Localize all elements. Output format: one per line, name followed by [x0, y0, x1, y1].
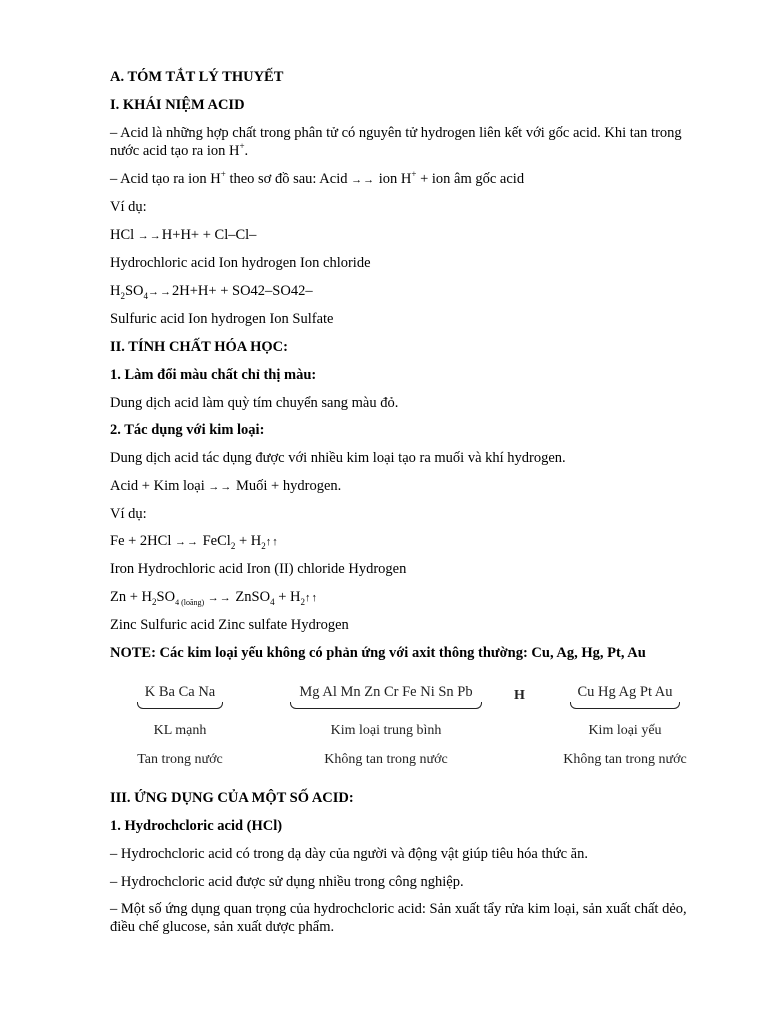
application-1-text-a: – Hydrochcloric acid có trong dạ dày của người và động vật giúp tiêu hóa thức ăn.: [110, 846, 588, 862]
up-arrow-icon: ↑↑: [304, 592, 318, 604]
text: Muối + hydrogen.: [232, 478, 342, 494]
medium-metals: Mg Al Mn Zn Cr Fe Ni Sn Pb: [299, 684, 473, 700]
acid-definition-2: [110, 170, 698, 189]
text: HCl: [110, 227, 138, 243]
application-1-title: 1. Hydrochcloric acid (HCl): [110, 818, 283, 834]
subscript: 4 (loãng): [175, 597, 205, 607]
text: Fe + 2HCl: [110, 533, 175, 549]
medium-metals-group: [286, 684, 486, 768]
text: Zn + H: [110, 589, 153, 605]
text: ZnSO: [231, 589, 271, 605]
text: 2H+H+ + SO42–SO42–: [172, 283, 313, 299]
property-2-title: 2. Tác dụng với kim loại:: [110, 422, 265, 438]
medium-solubility-label: Không tan trong nước: [324, 752, 448, 767]
superscript: +: [411, 169, 417, 180]
equation-zn-names: Zinc Sulfuric acid Zinc sulfate Hydrogen: [110, 617, 349, 633]
subscript: 2: [152, 596, 157, 607]
superscript: +: [220, 169, 226, 180]
strong-solubility-label: Tan trong nước: [137, 752, 223, 767]
up-arrow-icon: ↑↑: [265, 536, 279, 548]
brace: [290, 702, 482, 709]
weak-class-label: Kim loại yếu: [588, 723, 662, 738]
section-2-heading: II. TÍNH CHẤT HÓA HỌC:: [110, 339, 288, 355]
brace: [570, 702, 680, 709]
equation-hcl: [110, 226, 698, 245]
text: + H: [235, 533, 262, 549]
brace: [137, 702, 223, 709]
property-1-title: 1. Làm đổi màu chất chỉ thị màu:: [110, 367, 317, 383]
subscript: 2: [300, 596, 305, 607]
property-1-text: Dung dịch acid làm quỳ tím chuyển sang màu đỏ.: [110, 395, 399, 411]
hydrogen-marker: H: [514, 688, 525, 703]
equation-h2so4-names: Sulfuric acid Ion hydrogen Ion Sulfate: [110, 311, 334, 327]
section-a-heading: A. TÓM TẮT LÝ THUYẾT: [110, 69, 284, 85]
weak-metals: Cu Hg Ag Pt Au: [577, 684, 673, 700]
property-2-text: Dung dịch acid tác dụng được với nhiều kim loại tạo ra muối và khí hydrogen.: [110, 450, 566, 466]
subscript: 2: [230, 540, 236, 551]
strong-metals: K Ba Ca Na: [144, 684, 216, 700]
property-2-equation: [110, 477, 698, 496]
example-label-2: Ví dụ:: [110, 506, 147, 522]
acid-definition-text: – Acid là những hợp chất trong phân tử có nguyên tử hydrogen liên kết với gốc acid. Khi tan trong nước acid tạo ra ion H: [110, 125, 682, 159]
application-1-text-b: – Hydrochcloric acid được sử dụng nhiều trong công nghiệp.: [110, 874, 464, 890]
strong-metals-group: [128, 684, 232, 768]
text: FeCl: [198, 533, 231, 549]
medium-class-label: Kim loại trung bình: [330, 723, 442, 738]
period: .: [244, 143, 249, 159]
text: ion H: [375, 171, 412, 187]
strong-class-label: KL mạnh: [153, 723, 207, 738]
arrow-icon: →→: [174, 536, 199, 548]
text: H: [110, 283, 121, 299]
arrow-icon: →→: [351, 174, 376, 186]
arrow-icon: →→: [137, 230, 162, 242]
superscript: +: [239, 141, 245, 152]
note: NOTE: Các kim loại yếu không có phản ứng với axit thông thường: Cu, Ag, Hg, Pt, Au: [110, 645, 646, 661]
text: theo sơ đồ sau: Acid: [225, 171, 352, 187]
subscript: 4: [143, 290, 149, 301]
subscript: 2: [261, 540, 266, 551]
arrow-icon: →→: [208, 481, 233, 493]
subscript: 2: [120, 290, 125, 301]
application-1-text-c: – Một số ứng dụng quan trọng của hydrochcloric acid: Sản xuất tẩy rửa kim loại, sản xuất chất dẻo, điều chế glucose, sản xuất dược phẩm.: [110, 901, 687, 935]
text: SO: [156, 589, 176, 605]
section-3-heading: III. ỨNG DỤNG CỦA MỘT SỐ ACID:: [110, 790, 354, 806]
weak-solubility-label: Không tan trong nước: [563, 752, 687, 767]
equation-zn: [110, 588, 698, 607]
text: SO: [124, 283, 144, 299]
text: + H: [274, 589, 301, 605]
acid-definition-1: [110, 124, 698, 160]
text: Acid + Kim loại: [110, 478, 209, 494]
metal-activity-series: [100, 684, 710, 774]
text: – Acid tạo ra ion H: [110, 171, 221, 187]
section-1-heading: I. KHÁI NIỆM ACID: [110, 97, 245, 113]
arrow-icon: →→: [148, 286, 173, 298]
example-label: Ví dụ:: [110, 199, 147, 215]
text: + ion âm gốc acid: [416, 171, 525, 187]
weak-metals-group: [550, 684, 700, 768]
arrow-icon: →→: [207, 592, 232, 604]
equation-hcl-names: Hydrochloric acid Ion hydrogen Ion chloride: [110, 255, 371, 271]
equation-h2so4: [110, 282, 698, 301]
subscript: 4: [270, 596, 275, 607]
equation-fe: [110, 532, 698, 551]
text: H+H+ + Cl–Cl–: [161, 227, 257, 243]
equation-fe-names: Iron Hydrochloric acid Iron (II) chloride Hydrogen: [110, 561, 407, 577]
